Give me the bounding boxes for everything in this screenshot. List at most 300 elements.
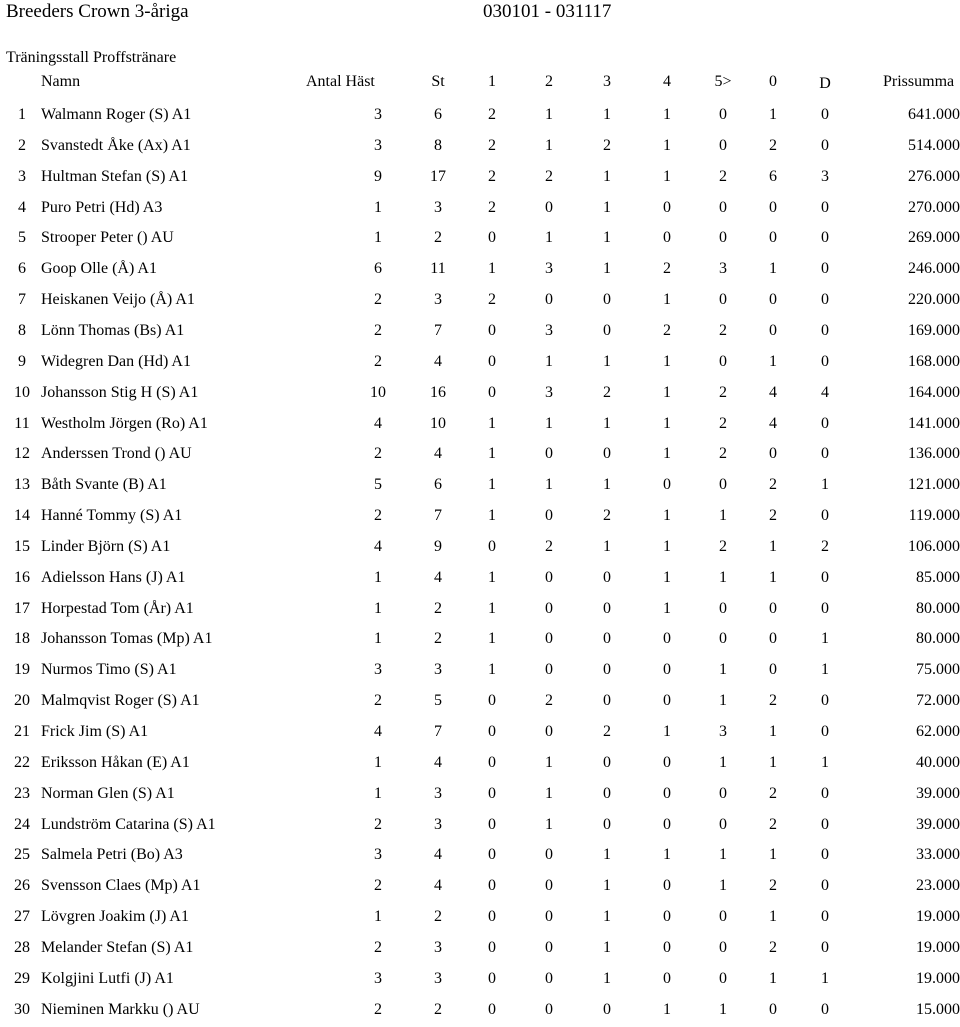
rank-cell: 27 [14,908,30,925]
place-2-cell: 2 [545,538,553,555]
starts-cell: 5 [434,692,442,709]
disqualified-cell: 0 [821,322,829,339]
place-1-cell: 2 [488,137,496,154]
horses-cell: 4 [374,538,382,555]
place-3-cell: 0 [603,322,611,339]
table-row [0,749,960,780]
table-row [0,564,960,595]
place-1-cell: 0 [488,908,496,925]
rank-cell: 8 [18,322,26,339]
table-row [0,595,960,626]
table-row [0,255,960,286]
prize-cell: 246.000 [908,260,960,277]
prize-cell: 62.000 [916,723,960,740]
horses-cell: 2 [374,322,382,339]
place-1-cell: 0 [488,229,496,246]
disqualified-cell: 1 [821,630,829,647]
zero-cell: 0 [769,229,777,246]
zero-cell: 1 [769,754,777,771]
place-4-cell: 2 [663,260,671,277]
header-place-2: 2 [545,73,553,90]
table-row [0,687,960,718]
starts-cell: 2 [434,1001,442,1018]
place-1-cell: 0 [488,939,496,956]
header-disqualified: D [819,75,831,92]
trainer-name: Hanné Tommy (S) A1 [41,507,183,524]
prize-cell: 136.000 [908,445,960,462]
place-2-cell: 0 [545,908,553,925]
place-5plus-cell: 1 [719,507,727,524]
table-row [0,132,960,163]
starts-cell: 16 [430,384,446,401]
horses-cell: 1 [374,199,382,216]
starts-cell: 17 [430,168,446,185]
place-5plus-cell: 1 [719,846,727,863]
disqualified-cell: 0 [821,569,829,586]
horses-cell: 1 [374,908,382,925]
place-4-cell: 1 [663,1001,671,1018]
place-1-cell: 1 [488,415,496,432]
header-place-4: 4 [663,73,671,90]
starts-cell: 4 [434,445,442,462]
zero-cell: 1 [769,970,777,987]
place-4-cell: 0 [663,970,671,987]
disqualified-cell: 0 [821,137,829,154]
table-row [0,811,960,842]
place-4-cell: 1 [663,600,671,617]
zero-cell: 1 [769,846,777,863]
place-2-cell: 3 [545,322,553,339]
place-4-cell: 0 [663,754,671,771]
table-row [0,101,960,132]
horses-cell: 9 [374,168,382,185]
rank-cell: 5 [18,229,26,246]
prize-cell: 19.000 [916,939,960,956]
table-row [0,502,960,533]
disqualified-cell: 0 [821,415,829,432]
horses-cell: 3 [374,846,382,863]
place-3-cell: 0 [603,569,611,586]
place-1-cell: 2 [488,199,496,216]
horses-cell: 1 [374,569,382,586]
place-5plus-cell: 0 [719,939,727,956]
place-3-cell: 1 [603,476,611,493]
place-2-cell: 0 [545,507,553,524]
place-4-cell: 2 [663,322,671,339]
place-3-cell: 1 [603,846,611,863]
place-4-cell: 1 [663,507,671,524]
table-row [0,872,960,903]
prize-cell: 19.000 [916,908,960,925]
disqualified-cell: 0 [821,846,829,863]
prize-cell: 121.000 [908,476,960,493]
table-row [0,656,960,687]
place-3-cell: 0 [603,1001,611,1018]
trainer-name: Svanstedt Åke (Ax) A1 [41,137,191,154]
place-1-cell: 0 [488,538,496,555]
place-5plus-cell: 1 [719,569,727,586]
place-5plus-cell: 0 [719,785,727,802]
trainer-name: Puro Petri (Hd) A3 [41,199,163,216]
header-starts: St [431,73,445,90]
trainer-name: Salmela Petri (Bo) A3 [41,846,183,863]
place-4-cell: 0 [663,877,671,894]
table-row [0,317,960,348]
place-2-cell: 1 [545,816,553,833]
disqualified-cell: 0 [821,877,829,894]
place-2-cell: 0 [545,661,553,678]
horses-cell: 1 [374,229,382,246]
disqualified-cell: 0 [821,199,829,216]
place-2-cell: 1 [545,137,553,154]
place-5plus-cell: 2 [719,538,727,555]
prize-cell: 141.000 [908,415,960,432]
place-4-cell: 0 [663,199,671,216]
trainer-name: Båth Svante (B) A1 [41,476,167,493]
rank-cell: 21 [14,723,30,740]
trainer-name: Goop Olle (Å) A1 [41,260,157,277]
horses-cell: 2 [374,939,382,956]
starts-cell: 6 [434,106,442,123]
place-1-cell: 0 [488,877,496,894]
table-row [0,440,960,471]
place-3-cell: 0 [603,600,611,617]
rank-cell: 14 [14,507,30,524]
zero-cell: 2 [769,877,777,894]
starts-cell: 6 [434,476,442,493]
disqualified-cell: 1 [821,661,829,678]
place-1-cell: 0 [488,322,496,339]
zero-cell: 2 [769,816,777,833]
rank-cell: 12 [14,445,30,462]
header-place-3: 3 [603,73,611,90]
prize-cell: 15.000 [916,1001,960,1018]
place-2-cell: 2 [545,168,553,185]
rank-cell: 29 [14,970,30,987]
place-3-cell: 0 [603,692,611,709]
place-1-cell: 0 [488,384,496,401]
place-5plus-cell: 3 [719,723,727,740]
disqualified-cell: 3 [821,168,829,185]
rank-cell: 17 [14,600,30,617]
place-3-cell: 1 [603,970,611,987]
place-4-cell: 0 [663,229,671,246]
horses-cell: 1 [374,600,382,617]
disqualified-cell: 0 [821,785,829,802]
zero-cell: 0 [769,445,777,462]
prize-cell: 39.000 [916,816,960,833]
rank-cell: 25 [14,846,30,863]
trainer-name: Johansson Stig H (S) A1 [41,384,199,401]
zero-cell: 0 [769,291,777,308]
place-3-cell: 2 [603,137,611,154]
starts-cell: 10 [430,415,446,432]
table-row [0,533,960,564]
disqualified-cell: 4 [821,384,829,401]
place-3-cell: 2 [603,723,611,740]
prize-cell: 80.000 [916,630,960,647]
zero-cell: 4 [769,415,777,432]
disqualified-cell: 0 [821,507,829,524]
zero-cell: 0 [769,199,777,216]
zero-cell: 6 [769,168,777,185]
rank-cell: 9 [18,353,26,370]
place-5plus-cell: 0 [719,970,727,987]
rank-cell: 16 [14,569,30,586]
place-3-cell: 0 [603,785,611,802]
trainer-name: Lönn Thomas (Bs) A1 [41,322,185,339]
horses-cell: 3 [374,661,382,678]
place-2-cell: 0 [545,600,553,617]
disqualified-cell: 0 [821,353,829,370]
place-5plus-cell: 1 [719,1001,727,1018]
trainer-name: Horpestad Tom (År) A1 [41,600,194,617]
place-3-cell: 1 [603,353,611,370]
header-zero: 0 [769,73,777,90]
place-4-cell: 0 [663,816,671,833]
place-4-cell: 1 [663,106,671,123]
horses-cell: 10 [370,384,386,401]
place-4-cell: 1 [663,415,671,432]
trainer-name: Svensson Claes (Mp) A1 [41,877,201,894]
rank-cell: 19 [14,661,30,678]
table-row [0,934,960,965]
place-1-cell: 0 [488,816,496,833]
rank-cell: 24 [14,816,30,833]
rank-cell: 6 [18,260,26,277]
place-5plus-cell: 1 [719,754,727,771]
disqualified-cell: 2 [821,538,829,555]
prize-cell: 19.000 [916,970,960,987]
disqualified-cell: 1 [821,476,829,493]
place-3-cell: 0 [603,661,611,678]
table-row [0,379,960,410]
place-5plus-cell: 3 [719,260,727,277]
place-2-cell: 0 [545,630,553,647]
place-1-cell: 0 [488,785,496,802]
prize-cell: 33.000 [916,846,960,863]
trainer-name: Strooper Peter () AU [41,229,174,246]
place-2-cell: 1 [545,229,553,246]
place-2-cell: 1 [545,106,553,123]
trainer-name: Heiskanen Veijo (Å) A1 [41,291,195,308]
starts-cell: 3 [434,816,442,833]
prize-cell: 119.000 [908,507,960,524]
starts-cell: 2 [434,908,442,925]
place-2-cell: 0 [545,445,553,462]
horses-cell: 2 [374,291,382,308]
place-3-cell: 1 [603,877,611,894]
place-5plus-cell: 1 [719,692,727,709]
trainer-name: Walmann Roger (S) A1 [41,106,192,123]
place-3-cell: 0 [603,816,611,833]
horses-cell: 4 [374,723,382,740]
zero-cell: 4 [769,384,777,401]
place-5plus-cell: 0 [719,908,727,925]
rank-cell: 22 [14,754,30,771]
place-5plus-cell: 2 [719,415,727,432]
rank-cell: 28 [14,939,30,956]
prize-cell: 85.000 [916,569,960,586]
starts-cell: 11 [430,260,446,277]
table-row [0,348,960,379]
place-5plus-cell: 0 [719,229,727,246]
horses-cell: 6 [374,260,382,277]
place-3-cell: 0 [603,445,611,462]
place-2-cell: 3 [545,260,553,277]
horses-cell: 2 [374,1001,382,1018]
horses-cell: 1 [374,785,382,802]
horses-cell: 3 [374,106,382,123]
place-3-cell: 1 [603,939,611,956]
starts-cell: 3 [434,661,442,678]
trainer-name: Nurmos Timo (S) A1 [41,661,177,678]
rank-cell: 3 [18,168,26,185]
place-4-cell: 1 [663,168,671,185]
zero-cell: 1 [769,353,777,370]
place-3-cell: 2 [603,384,611,401]
disqualified-cell: 1 [821,754,829,771]
place-2-cell: 0 [545,970,553,987]
prize-cell: 80.000 [916,600,960,617]
place-2-cell: 0 [545,199,553,216]
prize-cell: 169.000 [908,322,960,339]
header-prize: Prissumma [883,73,955,90]
header-name: Namn [41,73,81,90]
table-row [0,780,960,811]
place-2-cell: 0 [545,291,553,308]
rank-cell: 7 [18,291,26,308]
header-place-1: 1 [488,73,496,90]
place-5plus-cell: 2 [719,445,727,462]
horses-cell: 1 [374,754,382,771]
place-5plus-cell: 1 [719,661,727,678]
table-row [0,841,960,872]
horses-cell: 2 [374,507,382,524]
place-4-cell: 1 [663,384,671,401]
trainer-name: Johansson Tomas (Mp) A1 [41,630,213,647]
zero-cell: 1 [769,569,777,586]
disqualified-cell: 1 [821,970,829,987]
place-4-cell: 1 [663,445,671,462]
starts-cell: 2 [434,600,442,617]
horses-cell: 2 [374,877,382,894]
place-3-cell: 1 [603,199,611,216]
place-1-cell: 0 [488,692,496,709]
starts-cell: 7 [434,723,442,740]
place-1-cell: 0 [488,970,496,987]
starts-cell: 4 [434,846,442,863]
table-row [0,194,960,225]
place-4-cell: 0 [663,692,671,709]
page-subtitle: Träningsstall Proffstränare [6,49,177,66]
prize-cell: 514.000 [908,137,960,154]
prize-cell: 75.000 [916,661,960,678]
table-row [0,718,960,749]
horses-cell: 5 [374,476,382,493]
place-5plus-cell: 0 [719,353,727,370]
place-2-cell: 2 [545,692,553,709]
place-1-cell: 1 [488,569,496,586]
prize-cell: 39.000 [916,785,960,802]
trainer-name: Anderssen Trond () AU [41,445,192,462]
prize-cell: 270.000 [908,199,960,216]
starts-cell: 4 [434,877,442,894]
prize-cell: 106.000 [908,538,960,555]
place-3-cell: 2 [603,507,611,524]
place-2-cell: 0 [545,877,553,894]
table-row [0,965,960,996]
place-3-cell: 0 [603,754,611,771]
starts-cell: 3 [434,939,442,956]
prize-cell: 220.000 [908,291,960,308]
place-5plus-cell: 0 [719,199,727,216]
table-row [0,163,960,194]
starts-cell: 9 [434,538,442,555]
place-3-cell: 0 [603,291,611,308]
place-3-cell: 1 [603,168,611,185]
rank-cell: 30 [14,1001,30,1018]
place-5plus-cell: 0 [719,816,727,833]
place-1-cell: 1 [488,600,496,617]
table-row [0,224,960,255]
horses-cell: 1 [374,630,382,647]
starts-cell: 4 [434,353,442,370]
header-place-5plus: 5> [714,73,732,90]
place-5plus-cell: 0 [719,476,727,493]
horses-cell: 2 [374,816,382,833]
place-1-cell: 1 [488,661,496,678]
rank-cell: 18 [14,630,30,647]
prize-cell: 641.000 [908,106,960,123]
place-2-cell: 3 [545,384,553,401]
place-4-cell: 1 [663,846,671,863]
place-5plus-cell: 0 [719,600,727,617]
rank-cell: 11 [14,415,30,432]
zero-cell: 2 [769,476,777,493]
trainer-name: Malmqvist Roger (S) A1 [41,692,200,709]
place-3-cell: 1 [603,260,611,277]
place-4-cell: 0 [663,476,671,493]
zero-cell: 0 [769,661,777,678]
zero-cell: 1 [769,908,777,925]
prize-cell: 23.000 [916,877,960,894]
table-row [0,286,960,317]
header-horses: Antal Häst [306,73,375,90]
place-5plus-cell: 2 [719,322,727,339]
trainer-name: Melander Stefan (S) A1 [41,939,194,956]
rank-cell: 13 [14,476,30,493]
place-1-cell: 1 [488,630,496,647]
table-row [0,996,960,1027]
prize-cell: 40.000 [916,754,960,771]
place-1-cell: 2 [488,106,496,123]
place-4-cell: 1 [663,353,671,370]
zero-cell: 2 [769,939,777,956]
trainer-name: Norman Glen (S) A1 [41,785,175,802]
zero-cell: 2 [769,137,777,154]
rank-cell: 26 [14,877,30,894]
rank-cell: 4 [18,199,26,216]
horses-cell: 2 [374,353,382,370]
horses-cell: 2 [374,445,382,462]
rank-cell: 2 [18,137,26,154]
disqualified-cell: 0 [821,1001,829,1018]
place-4-cell: 1 [663,538,671,555]
place-2-cell: 1 [545,785,553,802]
disqualified-cell: 0 [821,692,829,709]
place-2-cell: 0 [545,569,553,586]
